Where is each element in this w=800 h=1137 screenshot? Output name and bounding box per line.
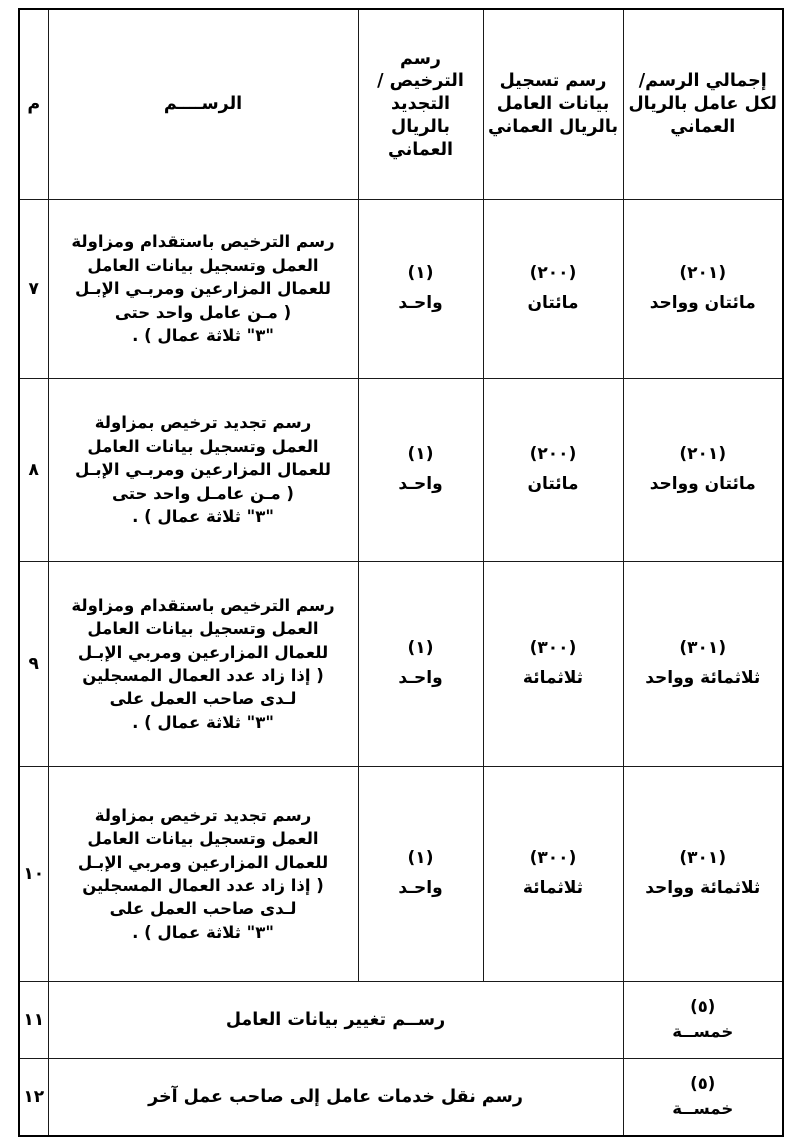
cell-license-fee xyxy=(358,379,483,562)
header-line: بالريال xyxy=(391,116,450,137)
description-line: العمل وتسجيل بيانات العامل xyxy=(87,255,319,275)
table-body xyxy=(19,200,783,1137)
description-line: العمل وتسجيل بيانات العامل xyxy=(87,829,319,849)
description-line: للعمال المزارعين ومربي الإبـل xyxy=(77,852,329,872)
cell-registration-fee xyxy=(483,562,623,767)
description-line: "٣" ثلاثة عمال ) . xyxy=(132,507,274,527)
description-line: "٣" ثلاثة عمال ) . xyxy=(132,712,274,732)
header-line: رسم تسجيل xyxy=(499,71,607,92)
description-line: ( مـن عامل واحد حتى xyxy=(114,302,292,322)
cell-description: رسم نقل خدمات عامل إلى صاحب عمل آخر xyxy=(48,1059,623,1137)
cell-row-number: ٨ xyxy=(19,379,48,562)
amount-words: مائتان xyxy=(527,293,579,313)
header-line: العماني xyxy=(670,116,736,137)
description-line: رسم الترخيص باستقدام ومزاولة xyxy=(71,595,335,615)
header-line: التجديد xyxy=(390,94,451,115)
column-header-total xyxy=(623,9,783,200)
amount-words: ثلاثمائة xyxy=(522,668,584,688)
amount-words: ثلاثمائة وواحد xyxy=(645,878,761,898)
table-row xyxy=(19,562,783,767)
amount-figure: (١) xyxy=(407,263,434,284)
table-row xyxy=(19,982,783,1059)
amount-figure: (٣٠١) xyxy=(679,638,727,659)
cell-license-fee xyxy=(358,767,483,982)
amount-words: واحـد xyxy=(398,668,443,688)
description-line: للعمال المزارعين ومربـي الإبـل xyxy=(74,460,331,480)
header-line: بالريال xyxy=(559,116,619,137)
header-line: لكل عامل xyxy=(693,94,777,115)
amount-words: ثلاثمائة xyxy=(522,878,584,898)
table-header xyxy=(19,9,783,200)
header-line: العماني xyxy=(387,139,454,160)
cell-total-fee xyxy=(623,200,783,379)
amount-figure: (١) xyxy=(407,444,434,465)
column-header-number: م xyxy=(19,9,48,200)
amount-words: مائتان وواحد xyxy=(649,293,756,313)
cell-row-number: ١٠ xyxy=(19,767,48,982)
description-line: رسم تجديد ترخيص بمزاولة xyxy=(94,413,312,433)
cell-license-fee xyxy=(358,200,483,379)
header-row xyxy=(19,9,783,200)
amount-figure: (٣٠١) xyxy=(679,848,727,869)
header-line: الرسم/ xyxy=(638,71,700,92)
amount-figure: (١) xyxy=(407,638,434,659)
table-row xyxy=(19,379,783,562)
amount-figure: (٣٠٠) xyxy=(529,638,577,659)
cell-total-fee xyxy=(623,767,783,982)
amount-figure: (٥) xyxy=(690,997,716,1017)
description-line: لـدى صاحب العمل على xyxy=(109,689,297,709)
amount-figure: (٢٠٠) xyxy=(529,444,577,465)
header-line: إجمالي xyxy=(705,71,767,92)
amount-figure: (٢٠١) xyxy=(679,263,727,284)
cell-description: رســم تغيير بيانات العامل xyxy=(48,982,623,1059)
table-row xyxy=(19,200,783,379)
amount-words: خمســة xyxy=(672,1099,734,1118)
cell-description xyxy=(48,379,358,562)
cell-row-number: ١٢ xyxy=(19,1059,48,1137)
cell-row-number: ١١ xyxy=(19,982,48,1059)
header-line: بيانات العامل xyxy=(496,94,610,115)
cell-registration-fee xyxy=(483,379,623,562)
cell-description xyxy=(48,562,358,767)
cell-description xyxy=(48,200,358,379)
cell-total-fee xyxy=(623,1059,783,1137)
cell-description xyxy=(48,767,358,982)
description-line: لـدى صاحب العمل على xyxy=(109,899,297,919)
cell-row-number: ٩ xyxy=(19,562,48,767)
amount-figure: (٥) xyxy=(690,1074,716,1094)
column-header-license-fee xyxy=(358,9,483,200)
amount-figure: (٢٠٠) xyxy=(529,263,577,284)
description-line: رسم تجديد ترخيص بمزاولة xyxy=(94,805,312,825)
description-line: العمل وتسجيل بيانات العامل xyxy=(87,436,319,456)
amount-figure: (٣٠٠) xyxy=(529,848,577,869)
description-line: رسم الترخيص باستقدام ومزاولة xyxy=(71,232,335,252)
header-line: العماني xyxy=(487,116,553,137)
cell-total-fee xyxy=(623,982,783,1059)
cell-license-fee xyxy=(358,562,483,767)
amount-words: واحـد xyxy=(398,878,443,898)
description-line: للعمال المزارعين ومربـي الإبـل xyxy=(74,279,331,299)
description-line: العمل وتسجيل بيانات العامل xyxy=(87,619,319,639)
cell-total-fee xyxy=(623,562,783,767)
cell-row-number: ٧ xyxy=(19,200,48,379)
header-line: بالريال xyxy=(628,94,688,115)
amount-words: مائتان وواحد xyxy=(649,474,756,494)
header-line: رسم xyxy=(399,48,441,69)
description-line: ( مـن عامـل واحد حتى xyxy=(112,483,294,503)
table-row xyxy=(19,1059,783,1137)
amount-words: مائتان xyxy=(527,474,579,494)
description-line: ( إذا زاد عدد العمال المسجلين xyxy=(82,876,324,895)
description-line: ( إذا زاد عدد العمال المسجلين xyxy=(82,666,324,685)
description-line: "٣" ثلاثة عمال ) . xyxy=(132,326,274,346)
amount-words: ثلاثمائة وواحد xyxy=(645,668,761,688)
column-header-description: الرســــم xyxy=(48,9,358,200)
description-line: للعمال المزارعين ومربي الإبـل xyxy=(77,642,329,662)
fees-table xyxy=(18,8,784,1137)
amount-words: واحـد xyxy=(398,293,443,313)
amount-figure: (١) xyxy=(407,848,434,869)
amount-figure: (٢٠١) xyxy=(679,444,727,465)
cell-total-fee xyxy=(623,379,783,562)
description-line: "٣" ثلاثة عمال ) . xyxy=(132,922,274,942)
cell-registration-fee xyxy=(483,200,623,379)
amount-words: خمســة xyxy=(672,1022,734,1041)
column-header-registration-fee xyxy=(483,9,623,200)
cell-registration-fee xyxy=(483,767,623,982)
table-row xyxy=(19,767,783,982)
header-line: الترخيص / xyxy=(377,71,464,92)
amount-words: واحـد xyxy=(398,474,443,494)
